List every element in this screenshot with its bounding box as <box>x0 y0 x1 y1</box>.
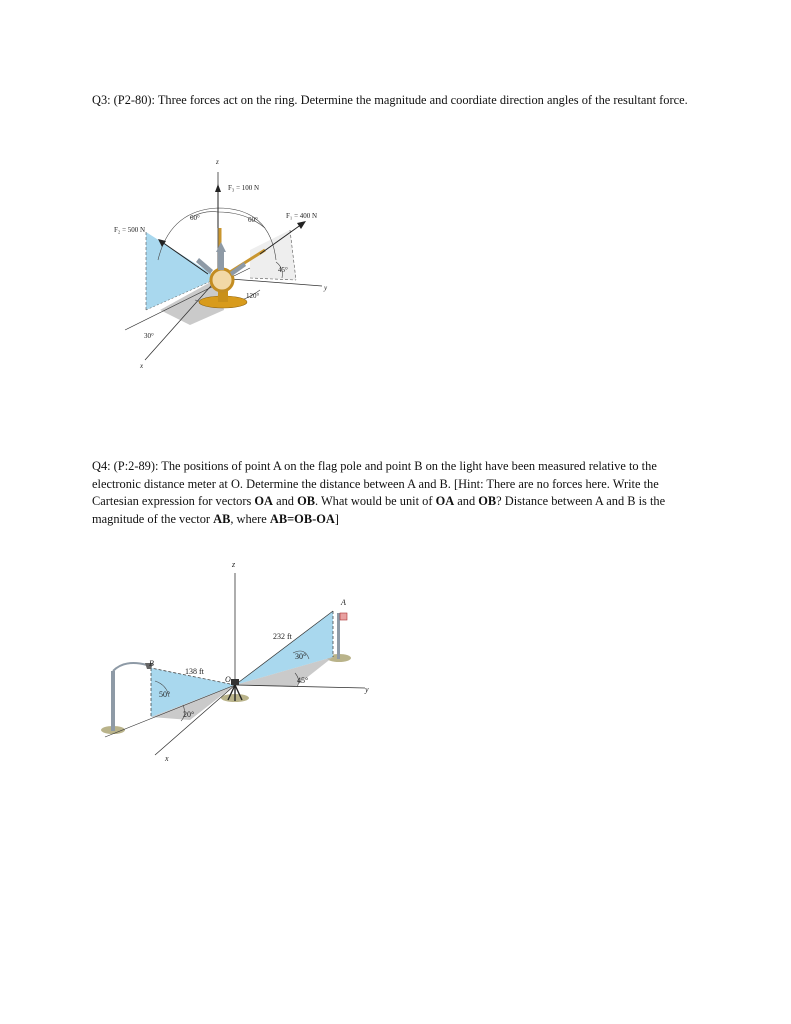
angle-45: 45° <box>278 266 288 274</box>
light-pole <box>111 671 115 731</box>
q4-bold-ob: OB <box>297 494 315 508</box>
q4-part-1: Q4: (P:2-89): The positions of point A on the flag pole and point B on the light have been measured relative to the electronic distance meter at O. Determine the distance between A and B. [Hint: There are no forces here. Write the Cartesian expression for vectors <box>92 459 659 508</box>
flag <box>340 613 347 620</box>
distance-232-label: 232 ft <box>273 632 292 641</box>
angle-20-label: 20° <box>183 710 195 719</box>
question-3-text: Q3: (P2-80): Three forces act on the ring. Determine the magnitude and coordiate direction angles of the resultant force. <box>92 93 688 107</box>
q4-part-4: and <box>454 494 479 508</box>
ring <box>211 269 233 291</box>
point-o-label: O <box>225 675 231 684</box>
f2-label: F₂ = 500 N <box>114 226 146 234</box>
flagpole-light-figure <box>95 555 385 765</box>
point-b-label: B <box>149 659 154 668</box>
arc-60-right <box>218 212 265 228</box>
q4-bold-ab: AB <box>213 511 231 526</box>
point-a-label: A <box>341 598 346 607</box>
q4-bold-oa: OA <box>254 494 273 508</box>
fig2-z-label: z <box>232 560 236 569</box>
angle-60-left: 60° <box>190 214 200 222</box>
q4-part-7: ] <box>334 511 339 526</box>
fig1-x-label: x <box>140 362 144 370</box>
q4-part-6: , where <box>230 511 270 526</box>
fig2-y-label: y <box>365 685 369 694</box>
fig1-y-label: y <box>324 284 328 292</box>
angle-30: 30° <box>144 332 154 340</box>
q4-part-3: . What would be unit of <box>315 494 436 508</box>
q4-bold-ob-2: OB <box>478 494 497 508</box>
f3-label: F₃ = 100 N <box>228 184 260 192</box>
fig2-x-label: x <box>165 754 169 763</box>
meter-head <box>231 679 239 685</box>
arrowhead-f1 <box>297 221 306 229</box>
angle-30-label: 30° <box>295 652 307 661</box>
ring-forces-figure <box>100 150 360 375</box>
angle-60-right: 60° <box>248 216 258 224</box>
q4-bold-ab-formula: AB=OB-OA <box>269 511 335 526</box>
f1-label: F₁ = 400 N <box>286 212 318 220</box>
distance-138-label: 138 ft <box>185 667 204 676</box>
q4-part-5: ? Distance between A and B is the magnitude of the vector <box>92 494 666 526</box>
fig1-z-label: z <box>216 158 219 166</box>
angle-50-label: 50° <box>159 690 171 699</box>
q4-bold-oa-2: OA <box>435 494 455 508</box>
question-4-text <box>92 458 702 528</box>
q4-part-2: and <box>273 494 298 508</box>
fig2-y-axis <box>235 685 365 688</box>
angle-120: 120° <box>246 292 260 300</box>
arrowhead-f3 <box>215 184 221 192</box>
flag-pole <box>337 613 340 659</box>
light-arm <box>113 663 147 671</box>
rod-up <box>218 250 224 270</box>
rod-up-head <box>216 242 226 252</box>
angle-45-label: 45° <box>297 676 309 685</box>
